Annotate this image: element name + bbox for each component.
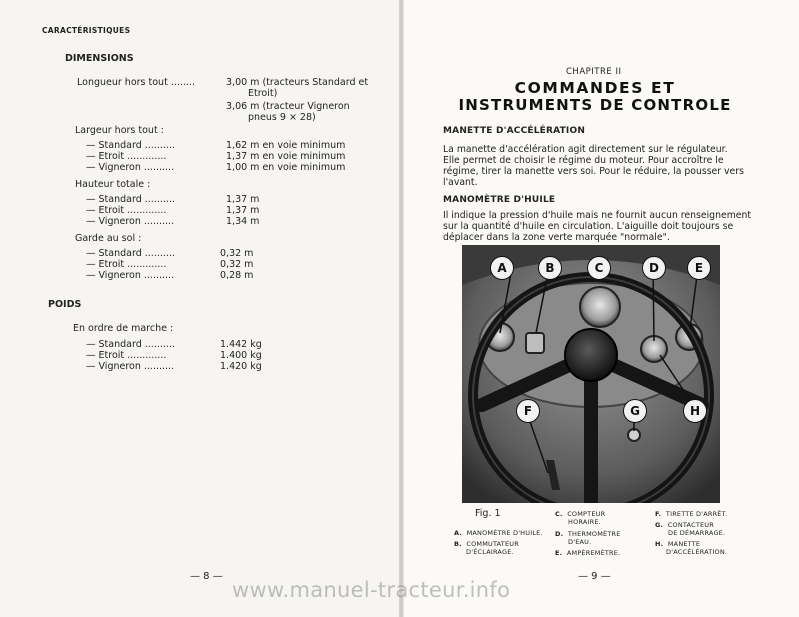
legend-item: C. COMPTEUR: [555, 510, 606, 518]
chapter-label: CHAPITRE II: [566, 67, 622, 77]
legend-item: DE DÉMARRAGE.: [668, 529, 726, 537]
manette-text: régime, tirer la manette vers soi. Pour le réduire, la pousser vers: [443, 166, 744, 177]
legend-item: F. TIRETTE D'ARRÊT.: [655, 510, 728, 518]
figure-caption: Fig. 1: [475, 508, 501, 519]
legend-item: A. MANOMÈTRE D'HUILE.: [454, 529, 543, 537]
dashboard-photo: [462, 245, 720, 503]
longueur-value-2b: pneus 9 × 28): [248, 112, 316, 123]
chapter-title-line-2: INSTRUMENTS DE CONTROLE: [458, 96, 732, 114]
chapter-title-line-1: COMMANDES ET: [514, 79, 676, 97]
page-number-left: — 8 —: [190, 571, 223, 582]
legend-item: D'ÉCLAIRAGE.: [466, 548, 514, 556]
longueur-value-1: 3,00 m (tracteurs Standard et: [226, 77, 369, 88]
poids-heading: POIDS: [48, 299, 82, 310]
longueur-label: Longueur hors tout ........: [77, 77, 195, 88]
manometre-text: Il indique la pression d'huile mais ne fournit aucun renseignement: [443, 210, 752, 221]
manette-text: Elle permet de choisir le régime du moteur. Pour accroître le: [443, 155, 724, 166]
callout-c: C: [587, 256, 611, 280]
legend-item: H. MANETTE: [655, 540, 701, 548]
legend-item: D'EAU.: [568, 538, 592, 546]
callout-a: A: [490, 256, 514, 280]
callout-h: H: [683, 399, 707, 423]
legend-item: G. CONTACTEUR: [655, 521, 714, 529]
manette-text: l'avant.: [443, 177, 478, 188]
longueur-value-1b: Etroit): [248, 88, 278, 99]
page-number-right: — 9 —: [578, 571, 611, 582]
watermark: www.manuel-tracteur.info: [232, 578, 511, 602]
callout-e: E: [687, 256, 711, 280]
legend-item: E. AMPÈREMÈTRE.: [555, 549, 621, 557]
callout-f: F: [516, 399, 540, 423]
manometre-heading: MANOMÈTRE D'HUILE: [443, 195, 556, 205]
legend-item: D'ACCÉLÉRATION.: [666, 548, 728, 556]
dimensions-heading: DIMENSIONS: [65, 53, 134, 64]
callout-g: G: [623, 399, 647, 423]
legend-item: D. THERMOMÈTRE: [555, 530, 621, 538]
legend-item: B. COMMUTATEUR: [454, 540, 519, 548]
garde-label: Garde au sol :: [75, 233, 142, 244]
ordre-de-marche-label: En ordre de marche :: [73, 323, 174, 334]
running-head: CARACTÉRISTIQUES: [42, 26, 131, 35]
callout-b: B: [538, 256, 562, 280]
manometre-text: sur la quantité d'huile en circulation. L'aiguille doit toujours se: [443, 221, 734, 232]
legend-item: HORAIRE.: [568, 518, 601, 526]
manette-text: La manette d'accélération agit directement sur le régulateur.: [443, 144, 728, 155]
hauteur-label: Hauteur totale :: [75, 179, 151, 190]
dashboard-illustration: [462, 245, 720, 503]
manette-heading: MANETTE D'ACCÉLÉRATION: [443, 126, 586, 136]
callout-d: D: [642, 256, 666, 280]
largeur-label: Largeur hors tout :: [75, 125, 164, 136]
manometre-text: déplacer dans la zone verte marquée "normale".: [443, 232, 670, 243]
longueur-value-2: 3,06 m (tracteur Vigneron: [226, 101, 350, 112]
